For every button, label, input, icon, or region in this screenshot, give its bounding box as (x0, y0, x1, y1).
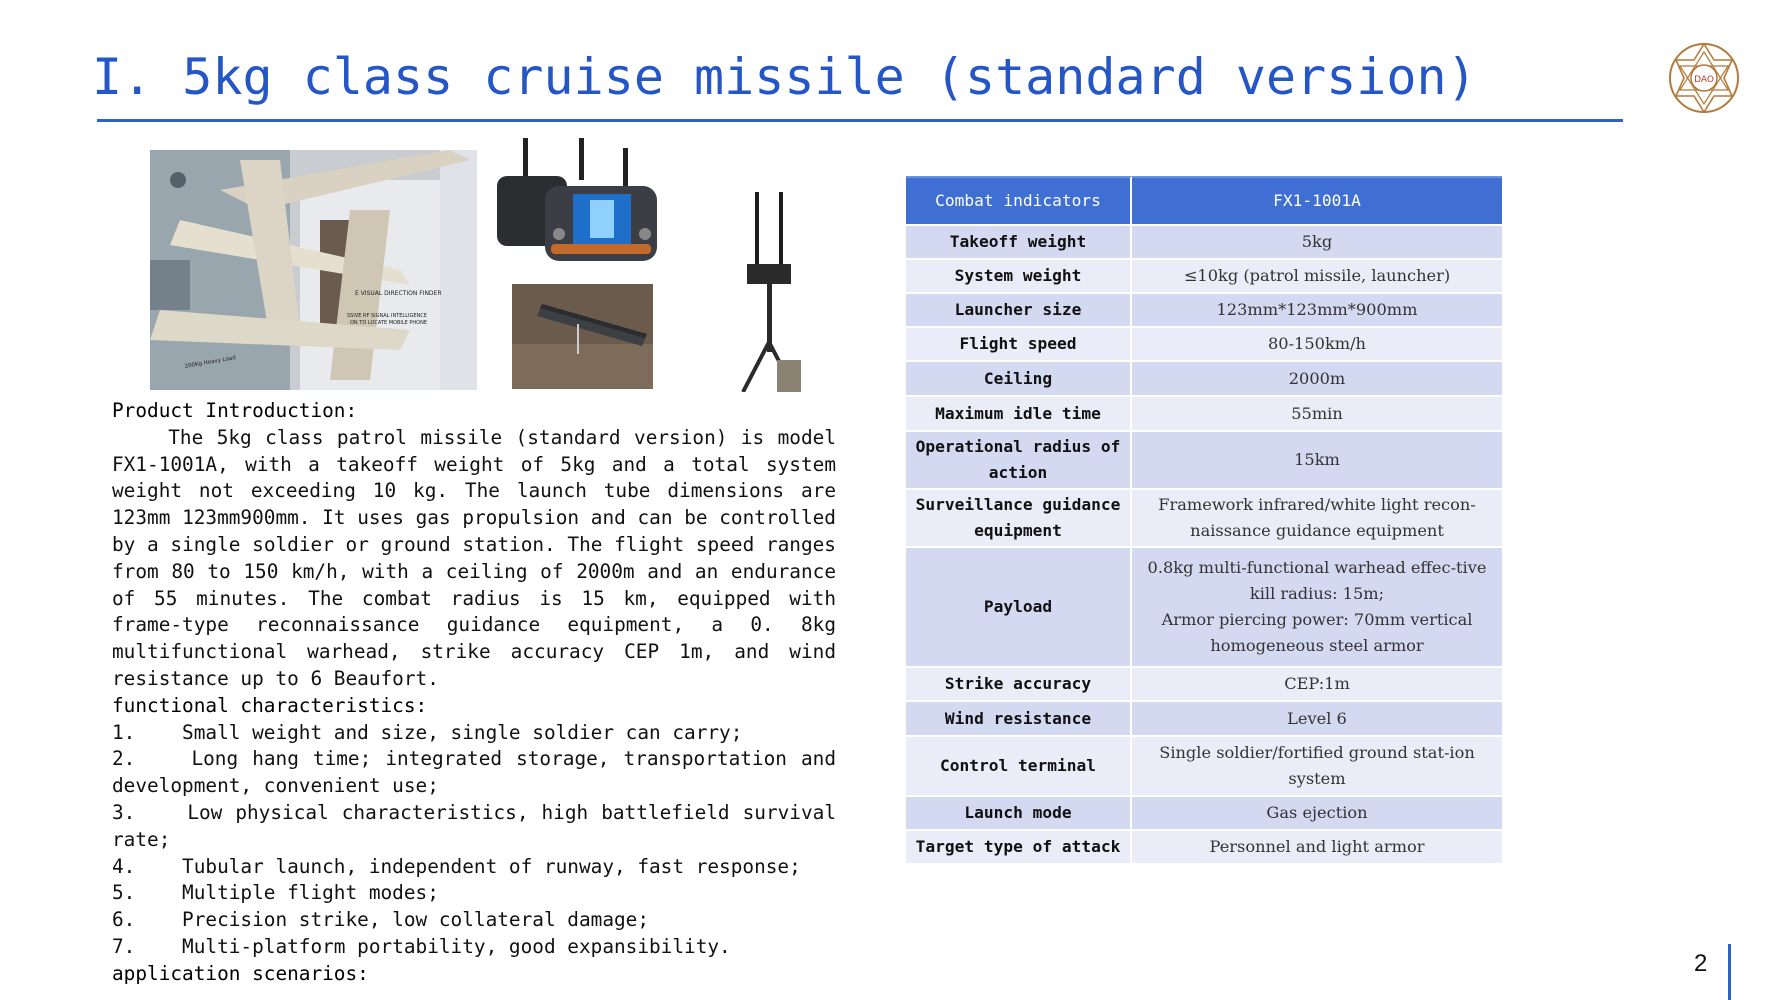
spec-value: Single soldier/fortified ground stat-ion system (1132, 737, 1502, 795)
product-intro-heading: Product Introduction: (112, 399, 358, 422)
control-terminal-photo (495, 138, 663, 268)
table-row (906, 702, 1502, 735)
table-row (906, 260, 1502, 292)
payload-line-2: Armor piercing power: 70mm vertical homogeneous steel armor (1161, 610, 1473, 655)
table-row (906, 397, 1502, 430)
spec-value: CEP:1m (1132, 668, 1502, 700)
product-intro-text: The 5kg class patrol missile (standard version) is model FX1-1001A, with a takeoff weight of 5kg and a total system weight not exceeding 10 kg. The launch tube dimensions are 123mm 123mm900mm. It uses gas propulsion and can be controlled by a single soldier or ground station. The flight speed ranges from 80 to 150 km/h, with a ceiling of 2000m and an endurance of 55 minutes. The combat radius is 15 km, equipped with frame-type reconnaissance guidance equipment, a 0. 8kg multifunctional warhead, strike accuracy CEP 1m, and wind resistance up to 6 Beaufort. (112, 425, 836, 690)
spec-value: Level 6 (1132, 702, 1502, 735)
table-row (906, 328, 1502, 360)
list-item: 3. Low physical characteristics, high battlefield survival rate; (112, 800, 836, 851)
title-divider (97, 119, 1623, 122)
table-row (906, 490, 1502, 546)
list-item: 1. Small weight and size, single soldier can carry; (112, 720, 743, 744)
spec-value: Personnel and light armor (1132, 831, 1502, 863)
spec-key: Launch mode (906, 797, 1132, 829)
svg-text:DAO: DAO (1694, 75, 1714, 85)
list-item: 2. Long hang time; integrated storage, transportation and development, convenient use; (112, 747, 836, 798)
table-row (906, 548, 1502, 666)
page-title: I. 5kg class cruise missile (standard version) (92, 48, 1477, 106)
spec-key: Control terminal (906, 737, 1132, 795)
svg-text:ON TO LOCATE MOBILE PHONE: ON TO LOCATE MOBILE PHONE (350, 320, 428, 326)
spec-key: Wind resistance (906, 702, 1132, 735)
page-number: 2 (1694, 950, 1708, 977)
list-item: 7. Multi-platform portability, good expansibility. (112, 934, 731, 958)
spec-table (906, 174, 1502, 865)
spec-key: Maximum idle time (906, 397, 1132, 430)
list-item: 5. Multiple flight modes; (112, 881, 439, 905)
missile-photo (150, 150, 477, 390)
table-row (906, 668, 1502, 700)
spec-value (1132, 548, 1502, 666)
features-list (112, 720, 836, 961)
table-row (906, 432, 1502, 488)
intro-section (112, 398, 836, 988)
page-number-divider (1728, 944, 1731, 1000)
table-header-row (906, 176, 1502, 224)
spec-key: Target type of attack (906, 831, 1132, 863)
svg-text:200Kg Heavy Load: 200Kg Heavy Load (184, 355, 237, 370)
table-row (906, 737, 1502, 795)
spec-value: 80-150km/h (1132, 328, 1502, 360)
column-header: FX1-1001A (1132, 176, 1502, 224)
spec-value: 123mm*123mm*900mm (1132, 294, 1502, 326)
spec-key: Flight speed (906, 328, 1132, 360)
spec-value: Gas ejection (1132, 797, 1502, 829)
table-row (906, 294, 1502, 326)
table-row (906, 362, 1502, 395)
table-row (906, 797, 1502, 829)
spec-key: Strike accuracy (906, 668, 1132, 700)
spec-key: Takeoff weight (906, 226, 1132, 258)
scenarios-heading: application scenarios: (112, 961, 369, 985)
spec-key: Launcher size (906, 294, 1132, 326)
antenna-tripod-photo (737, 192, 801, 392)
spec-key: Operational radius of action (906, 432, 1132, 488)
table-row (906, 226, 1502, 258)
spec-value: ≤10kg (patrol missile, launcher) (1132, 260, 1502, 292)
payload-line-1: 0.8kg multi-functional warhead effec-tive kill radius: 15m; (1147, 558, 1487, 603)
spec-value: 5kg (1132, 226, 1502, 258)
spec-value: 55min (1132, 397, 1502, 430)
spec-value: 2000m (1132, 362, 1502, 395)
spec-value: Framework infrared/white light recon-naissance guidance equipment (1132, 490, 1502, 546)
spec-key: Payload (906, 548, 1132, 666)
org-logo (1666, 40, 1742, 116)
svg-text:E VISUAL DIRECTION FINDER: E VISUAL DIRECTION FINDER (355, 290, 442, 297)
spec-key: Ceiling (906, 362, 1132, 395)
list-item: 6. Precision strike, low collateral damage; (112, 908, 650, 932)
features-heading: functional characteristics: (112, 693, 428, 717)
svg-text:SSIVE RF SIGNAL INTELLIGENCE: SSIVE RF SIGNAL INTELLIGENCE (347, 313, 427, 319)
spec-value: 15km (1132, 432, 1502, 488)
spec-key: System weight (906, 260, 1132, 292)
list-item: 4. Tubular launch, independent of runway, fast response; (112, 854, 801, 878)
spec-key: Surveillance guidance equipment (906, 490, 1132, 546)
launch-tube-photo (512, 284, 653, 389)
table-row (906, 831, 1502, 863)
column-header: Combat indicators (906, 176, 1132, 224)
